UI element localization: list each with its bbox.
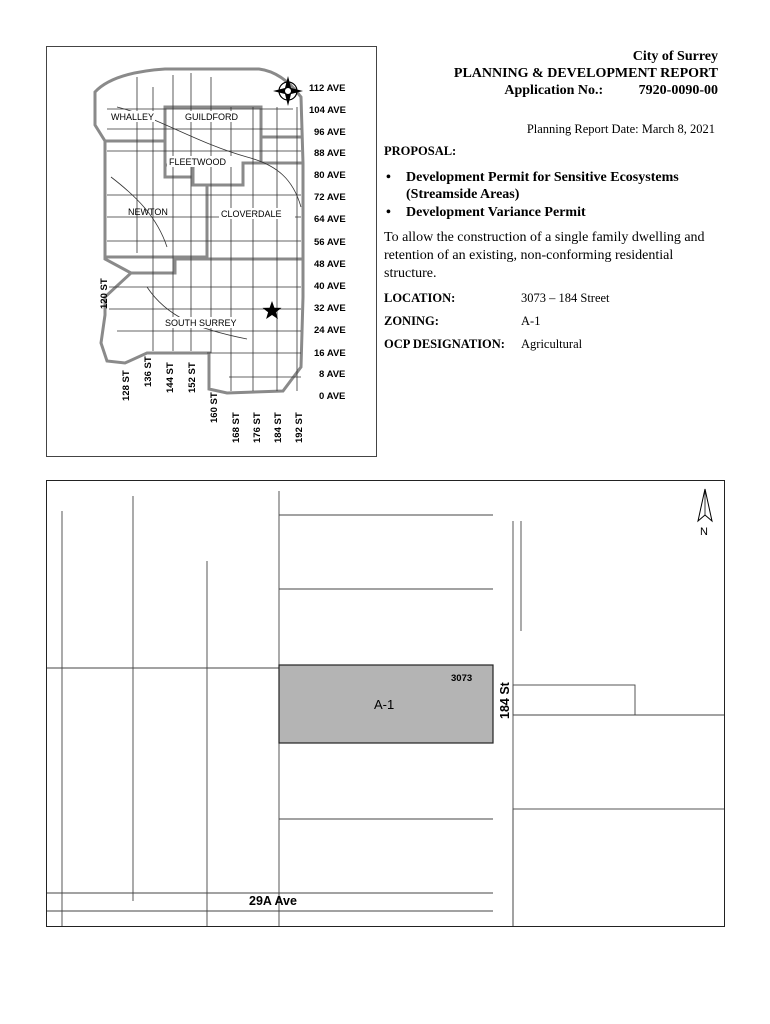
avenue-label: 104 AVE xyxy=(309,105,346,116)
avenue-label: 88 AVE xyxy=(314,148,346,159)
street-label: 176 ST xyxy=(252,412,263,443)
application-label: Application No.: xyxy=(504,83,604,98)
street-label-184: 184 St xyxy=(498,682,512,719)
street-label: 128 ST xyxy=(121,370,132,401)
report-title: PLANNING & DEVELOPMENT REPORT xyxy=(453,66,718,81)
area-label-fleetwood: FLEETWOOD xyxy=(169,157,227,167)
avenue-label: 16 AVE xyxy=(314,348,346,359)
area-label-south-surrey: SOUTH SURREY xyxy=(165,318,237,328)
avenue-label: 32 AVE xyxy=(314,303,346,314)
north-label: N xyxy=(700,526,708,538)
street-label: 168 ST xyxy=(231,412,242,443)
application-line xyxy=(454,82,718,99)
report-header xyxy=(454,48,718,99)
ocp-label: OCP DESIGNATION: xyxy=(384,337,505,351)
key-map-graphic xyxy=(47,47,378,458)
area-label-whalley: WHALLEY xyxy=(111,112,155,122)
zone-label: A-1 xyxy=(374,697,395,712)
zoning-value: A-1 xyxy=(521,314,541,328)
proposal-heading: PROPOSAL: xyxy=(384,144,457,158)
street-label: 160 ST xyxy=(209,392,220,423)
zoning-label: ZONING: xyxy=(384,314,439,328)
lot-number-label: 3073 xyxy=(451,673,473,684)
ocp-value: Agricultural xyxy=(521,337,583,351)
street-label: 120 ST xyxy=(99,278,110,309)
location-value: 3073 – 184 Street xyxy=(521,291,610,305)
avenue-label: 40 AVE xyxy=(314,281,346,292)
application-number: 7920-0090-00 xyxy=(638,83,718,98)
avenue-label: 96 AVE xyxy=(314,127,346,138)
site-location-star-icon xyxy=(263,301,282,319)
location-label: LOCATION: xyxy=(384,291,456,305)
avenue-label: 8 AVE xyxy=(319,369,346,380)
proposal-list xyxy=(384,169,724,222)
street-label: 192 ST xyxy=(294,412,305,443)
avenue-label: 24 AVE xyxy=(314,325,346,336)
avenue-label-29a: 29A Ave xyxy=(249,894,297,908)
avenue-label: 80 AVE xyxy=(314,170,346,181)
avenue-label: 48 AVE xyxy=(314,259,346,270)
avenue-label: 112 AVE xyxy=(309,83,346,94)
north-arrow-icon xyxy=(698,489,712,538)
proposal-item: • Development Permit for Sensitive Ecosystems (Streamside Areas) xyxy=(384,169,724,203)
site-map xyxy=(46,480,725,927)
street-label: 144 ST xyxy=(165,362,176,393)
area-label-newton: NEWTON xyxy=(128,207,168,217)
proposal-description: To allow the construction of a single family dwelling and retention of an existing, non-conforming residential structure. xyxy=(384,230,705,281)
report-date: Planning Report Date: March 8, 2021 xyxy=(526,122,715,136)
avenue-label: 0 AVE xyxy=(319,391,346,402)
avenue-label: 64 AVE xyxy=(314,214,346,225)
city-name: City of Surrey xyxy=(632,49,718,64)
key-map xyxy=(46,46,377,457)
avenue-label: 56 AVE xyxy=(314,237,346,248)
street-label: 152 ST xyxy=(187,362,198,393)
street-label: 184 ST xyxy=(273,412,284,443)
proposal-item: • Development Variance Permit xyxy=(384,204,724,221)
site-map-graphic xyxy=(47,481,725,927)
area-label-guildford: GUILDFORD xyxy=(185,112,239,122)
area-label-cloverdale: CLOVERDALE xyxy=(221,209,282,219)
compass-rose-icon xyxy=(273,76,303,106)
street-label: 136 ST xyxy=(143,356,154,387)
avenue-label: 72 AVE xyxy=(314,192,346,203)
